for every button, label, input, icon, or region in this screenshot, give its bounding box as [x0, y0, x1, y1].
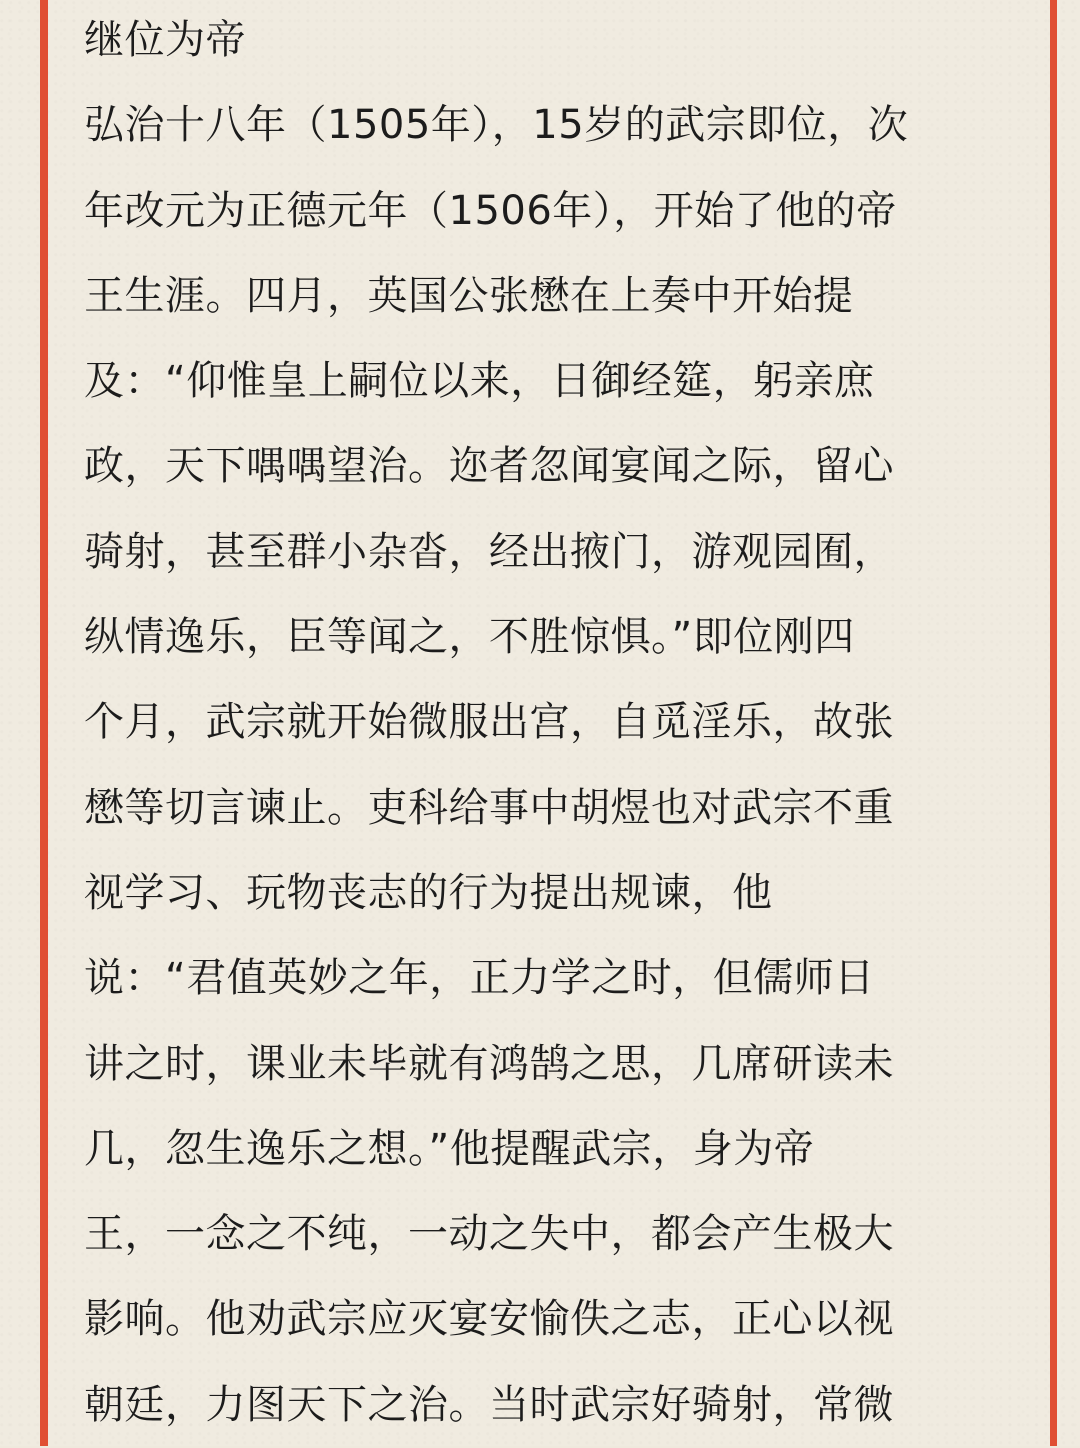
article-line: 政，天下喁喁望治。迩者忽闻宴闻之际，留心 — [84, 443, 894, 490]
article-line: 王，一念之不纯，一动之失中，都会产生极大 — [84, 1211, 894, 1258]
article-line: 朝廷，力图天下之治。当时武宗好骑射，常微 — [84, 1381, 894, 1428]
article-line: 几，忽生逸乐之想。”他提醒武宗，身为帝 — [84, 1125, 815, 1172]
article-line: 王生涯。四月，英国公张懋在上奏中开始提 — [84, 272, 854, 319]
article-line: 说：“君值英妙之年，正力学之时，但儒师日 — [84, 955, 875, 1002]
right-red-border — [1050, 0, 1057, 1446]
article-body — [84, 0, 1024, 1448]
article-line: 讲之时，课业未毕就有鸿鹄之思，几席研读未 — [84, 1040, 894, 1087]
article-line: 弘治十八年（1505年），15岁的武宗即位，次 — [84, 102, 909, 149]
article-line: 视学习、玩物丧志的行为提出规谏，他 — [84, 869, 773, 916]
left-red-border — [40, 0, 48, 1446]
article-line: 影响。他劝武宗应灭宴安愉佚之志，正心以视 — [84, 1296, 894, 1343]
article-line: 年改元为正德元年（1506年），开始了他的帝 — [84, 187, 897, 234]
article-line: 纵情逸乐，臣等闻之，不胜惊惧。”即位刚四 — [84, 614, 855, 661]
article-line: 个月，武宗就开始微服出宫，自觅淫乐，故张 — [84, 699, 894, 746]
article-line: 及：“仰惟皇上嗣位以来，日御经筵，躬亲庶 — [84, 358, 875, 405]
section-heading: 继位为帝 — [84, 17, 246, 63]
article-line: 懋等切言谏止。吏科给事中胡煜也对武宗不重 — [84, 784, 894, 831]
article-line: 骑射，甚至群小杂沓，经出掖门，游观园囿， — [84, 528, 894, 575]
